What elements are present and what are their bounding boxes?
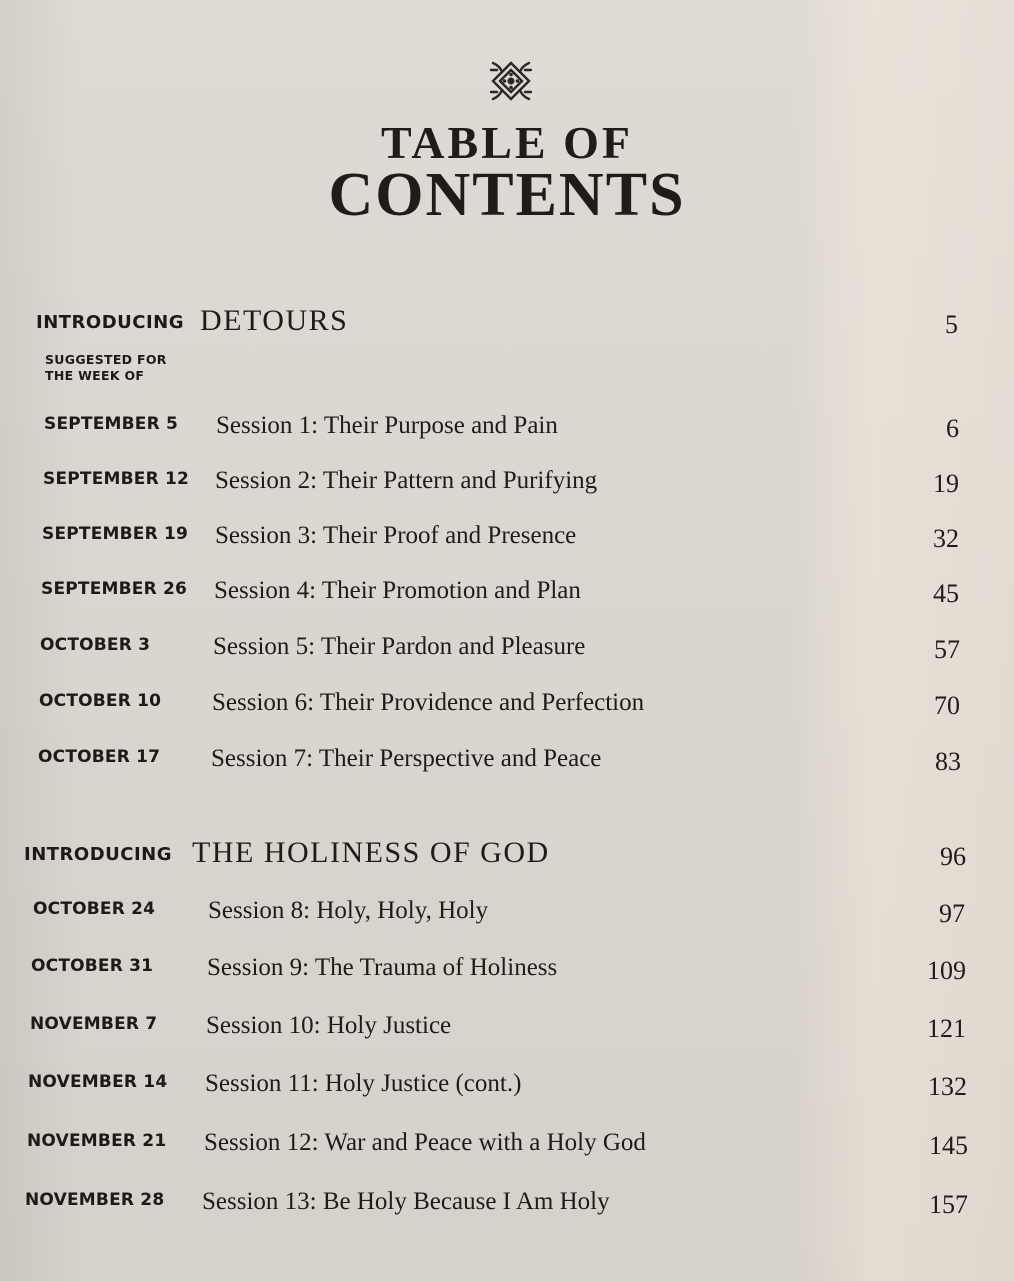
entry-session: Session 3: Their Proof and Presence [215,522,577,549]
entry-date: SEPTEMBER 5 [44,414,179,434]
entry-page-number: 109 [927,956,966,985]
entry-page-number: 83 [935,747,961,776]
entry-date: OCTOBER 31 [31,956,154,976]
entry-session: Session 5: Their Pardon and Pleasure [213,633,586,660]
toc-entry [0,1012,1014,1052]
introducing-label: INTRODUCING [24,844,173,865]
toc-entry [0,633,1014,673]
suggested-week-note [45,352,167,384]
page-number: 5 [945,310,958,339]
entry-date: SEPTEMBER 26 [41,579,188,599]
entry-date: OCTOBER 3 [40,635,151,655]
entry-date: NOVEMBER 21 [27,1131,167,1151]
entry-date: OCTOBER 10 [39,691,162,711]
section-header-holiness [0,838,1014,878]
introducing-label: INTRODUCING [36,312,185,333]
entry-date: NOVEMBER 28 [25,1190,165,1210]
entry-page-number: 70 [934,691,960,720]
entry-page-number: 19 [933,469,959,498]
entry-session: Session 9: The Trauma of Holiness [207,954,558,981]
page-title-line-2: CONTENTS [328,161,686,229]
entry-page-number: 132 [928,1072,967,1101]
ornament-icon [488,58,534,104]
entry-session: Session 1: Their Purpose and Pain [216,412,558,439]
entry-page-number: 145 [929,1131,968,1160]
section-header-detours [0,306,1014,346]
toc-entry [0,689,1014,729]
section-title: DETOURS [200,304,349,337]
toc-entry [0,577,1014,617]
entry-session: Session 2: Their Pattern and Purifying [215,467,598,494]
entry-session: Session 4: Their Promotion and Plan [214,577,581,604]
entry-page-number: 32 [933,524,959,553]
note-line: THE WEEK OF [45,368,145,383]
entry-page-number: 6 [946,414,959,443]
entry-session: Session 11: Holy Justice (cont.) [205,1070,522,1097]
entry-session: Session 12: War and Peace with a Holy God [204,1129,646,1156]
toc-entry [0,745,1014,785]
toc-entry [0,467,1014,507]
entry-session: Session 8: Holy, Holy, Holy [208,897,489,924]
toc-entry [0,1070,1014,1110]
entry-date: NOVEMBER 14 [28,1072,168,1092]
entry-page-number: 121 [927,1014,966,1043]
note-line: SUGGESTED FOR [45,352,167,367]
entry-page-number: 45 [933,579,959,608]
entry-page-number: 97 [939,899,965,928]
entry-date: SEPTEMBER 12 [43,469,190,489]
toc-entry [0,412,1014,452]
toc-entry [0,954,1014,994]
toc-entry [0,1129,1014,1169]
page-number: 96 [940,842,966,871]
entry-date: SEPTEMBER 19 [42,524,189,544]
entry-page-number: 157 [929,1190,968,1219]
entry-date: NOVEMBER 7 [30,1014,158,1034]
entry-session: Session 7: Their Perspective and Peace [211,745,602,772]
entry-page-number: 57 [934,635,960,664]
toc-entry [0,522,1014,562]
entry-session: Session 10: Holy Justice [206,1012,452,1039]
entry-session: Session 13: Be Holy Because I Am Holy [202,1188,610,1215]
entry-date: OCTOBER 17 [38,747,161,767]
entry-date: OCTOBER 24 [33,899,156,919]
entry-session: Session 6: Their Providence and Perfection [212,689,645,716]
toc-entry [0,897,1014,937]
section-title: THE HOLINESS OF GOD [192,836,550,869]
toc-entry [0,1188,1014,1228]
page-title-line-1: TABLE OF [381,117,633,168]
